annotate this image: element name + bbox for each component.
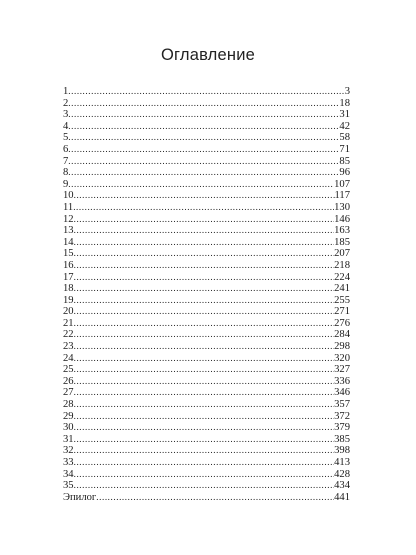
toc-entry-page-number: 327 [334, 364, 350, 376]
toc-entry-page-number: 241 [334, 283, 350, 295]
toc-leader-dots [68, 121, 339, 133]
toc-entry [63, 422, 350, 434]
toc-entry [63, 434, 350, 446]
toc-leader-dots [68, 98, 339, 110]
toc-entry [63, 272, 350, 284]
toc-leader-dots [74, 214, 335, 226]
toc-entry-page-number: 441 [334, 491, 350, 503]
toc-leader-dots [68, 144, 339, 156]
toc-entry [63, 341, 350, 353]
toc-entry [63, 445, 350, 457]
toc-entry [63, 411, 350, 423]
toc-entry-page-number: 298 [334, 341, 350, 353]
toc-leader-dots [74, 260, 335, 272]
toc-entry-page-number: 3 [344, 86, 350, 97]
toc-entry-page-number: 31 [339, 109, 350, 121]
toc-entry [63, 457, 350, 469]
toc-leader-dots [68, 109, 339, 121]
toc-entry-page-number: 163 [334, 225, 350, 237]
toc-entry-label: 19 [63, 294, 74, 306]
toc-entry [63, 260, 350, 272]
toc-entry [63, 353, 350, 365]
toc-entry [63, 364, 350, 376]
toc-leader-dots [74, 469, 335, 481]
toc-leader-dots [68, 167, 339, 179]
toc-entry [63, 98, 350, 110]
toc-entry [63, 283, 350, 295]
toc-entry-page-number: 58 [339, 132, 350, 144]
toc-leader-dots [68, 156, 339, 168]
toc-entry [63, 202, 350, 214]
toc-entry [63, 190, 350, 202]
toc-leader-dots [74, 295, 335, 307]
toc-entry-label: 6 [63, 143, 69, 155]
toc-entry-page-number: 385 [334, 433, 350, 445]
toc-entry [63, 480, 350, 492]
toc-entry [63, 167, 350, 179]
toc-entry-label: 27 [63, 387, 74, 399]
page-title: Оглавление [161, 46, 255, 64]
toc-entry-label: 31 [63, 433, 74, 445]
toc-entry [63, 306, 350, 318]
toc-leader-dots [74, 329, 335, 341]
toc-entry [63, 86, 350, 98]
toc-entry-page-number: 207 [334, 248, 350, 260]
toc-entry-label: 13 [63, 225, 74, 237]
toc-entry-label: 1 [63, 86, 69, 97]
toc-entry [63, 132, 350, 144]
toc-entry [63, 469, 350, 481]
toc-entry-page-number: 357 [334, 399, 350, 411]
toc-entry-page-number: 224 [334, 271, 350, 283]
toc-entry-page-number: 146 [334, 213, 350, 225]
toc-leader-dots [74, 353, 335, 365]
toc-entry-page-number: 18 [339, 97, 350, 109]
toc-entry [63, 248, 350, 260]
toc-entry [63, 237, 350, 249]
toc-entry-label: 24 [63, 352, 74, 364]
toc-leader-dots [74, 341, 335, 353]
toc-entry-label: 20 [63, 306, 74, 318]
toc-entry-page-number: 96 [339, 167, 350, 179]
toc-entry-label: 7 [63, 155, 69, 167]
toc-entry [63, 399, 350, 411]
toc-entry-label: 9 [63, 178, 69, 190]
toc-entry-page-number: 428 [334, 468, 350, 480]
table-of-contents [63, 86, 350, 503]
toc-entry-label: 28 [63, 399, 74, 411]
toc-leader-dots [74, 306, 335, 318]
toc-entry [63, 318, 350, 330]
toc-entry [63, 121, 350, 133]
toc-entry-label: 35 [63, 480, 74, 492]
toc-entry-page-number: 271 [334, 306, 350, 318]
toc-entry-label: 3 [63, 109, 69, 121]
toc-entry-page-number: 372 [334, 410, 350, 422]
toc-entry-label: 34 [63, 468, 74, 480]
toc-entry-label: 23 [63, 341, 74, 353]
toc-entry-label: 10 [63, 190, 74, 202]
toc-entry-label: 33 [63, 457, 74, 468]
toc-leader-dots [74, 190, 335, 202]
toc-leader-dots [74, 237, 335, 249]
toc-entry-label: 22 [63, 329, 74, 341]
toc-entry [63, 214, 350, 226]
toc-entry-label: 12 [63, 213, 74, 225]
toc-leader-dots [74, 457, 335, 469]
toc-leader-dots [74, 480, 335, 492]
toc-entry-page-number: 117 [334, 190, 350, 202]
toc-entry-page-number: 398 [334, 445, 350, 457]
toc-entry-label: 18 [63, 283, 74, 295]
toc-leader-dots [74, 318, 335, 330]
toc-leader-dots [74, 434, 335, 446]
toc-leader-dots [74, 445, 335, 457]
toc-entry-page-number: 434 [334, 480, 350, 492]
toc-entry-page-number: 107 [334, 178, 350, 190]
toc-entry-label: 8 [63, 167, 69, 179]
toc-entry-label: 2 [63, 97, 69, 109]
toc-leader-dots [74, 248, 335, 260]
toc-entry [63, 109, 350, 121]
toc-leader-dots [73, 202, 334, 214]
toc-entry-label: 4 [63, 120, 69, 132]
toc-entry-label: 16 [63, 259, 74, 271]
toc-entry-label: 21 [63, 317, 74, 329]
toc-entry [63, 329, 350, 341]
toc-entry-label: 14 [63, 236, 74, 248]
toc-leader-dots [68, 86, 344, 98]
toc-leader-dots [74, 225, 335, 237]
toc-entry [63, 156, 350, 168]
toc-leader-dots [74, 364, 335, 376]
toc-entry-page-number: 85 [339, 155, 350, 167]
toc-leader-dots [74, 399, 335, 411]
toc-entry-label: 17 [63, 271, 74, 283]
toc-entry-page-number: 130 [334, 201, 350, 213]
toc-entry-page-number: 346 [334, 387, 350, 399]
toc-entry-page-number: 42 [339, 120, 350, 132]
toc-entry-page-number: 71 [339, 143, 350, 155]
toc-entry-label: 32 [63, 445, 74, 457]
toc-entry [63, 295, 350, 307]
toc-entry-page-number: 320 [334, 352, 350, 364]
toc-entry-page-number: 284 [334, 329, 350, 341]
toc-entry-page-number: 185 [334, 236, 350, 248]
toc-entry-label: 26 [63, 375, 74, 387]
toc-entry-label: 5 [63, 132, 69, 144]
toc-entry [63, 144, 350, 156]
toc-leader-dots [74, 411, 335, 423]
toc-leader-dots [68, 179, 334, 191]
toc-entry-page-number: 379 [334, 422, 350, 434]
toc-leader-dots [74, 283, 335, 295]
toc-entry-label: Эпилог [63, 491, 97, 503]
toc-entry [63, 376, 350, 388]
toc-leader-dots [74, 422, 335, 434]
toc-leader-dots [74, 376, 335, 388]
toc-leader-dots [74, 387, 335, 399]
toc-entry-page-number: 276 [334, 317, 350, 329]
toc-entry-page-number: 336 [334, 375, 350, 387]
toc-entry-label: 15 [63, 248, 74, 260]
toc-entry-label: 30 [63, 422, 74, 434]
toc-entry [63, 387, 350, 399]
toc-entry-page-number: 218 [334, 259, 350, 271]
toc-entry [63, 492, 350, 504]
toc-leader-dots [74, 272, 335, 284]
toc-entry [63, 179, 350, 191]
toc-entry-page-number: 413 [334, 457, 350, 468]
toc-leader-dots [68, 132, 339, 144]
toc-entry-label: 29 [63, 410, 74, 422]
toc-entry-label: 25 [63, 364, 74, 376]
toc-entry-page-number: 255 [334, 294, 350, 306]
toc-leader-dots [96, 492, 334, 504]
toc-entry-label: 11 [63, 201, 74, 213]
toc-entry [63, 225, 350, 237]
